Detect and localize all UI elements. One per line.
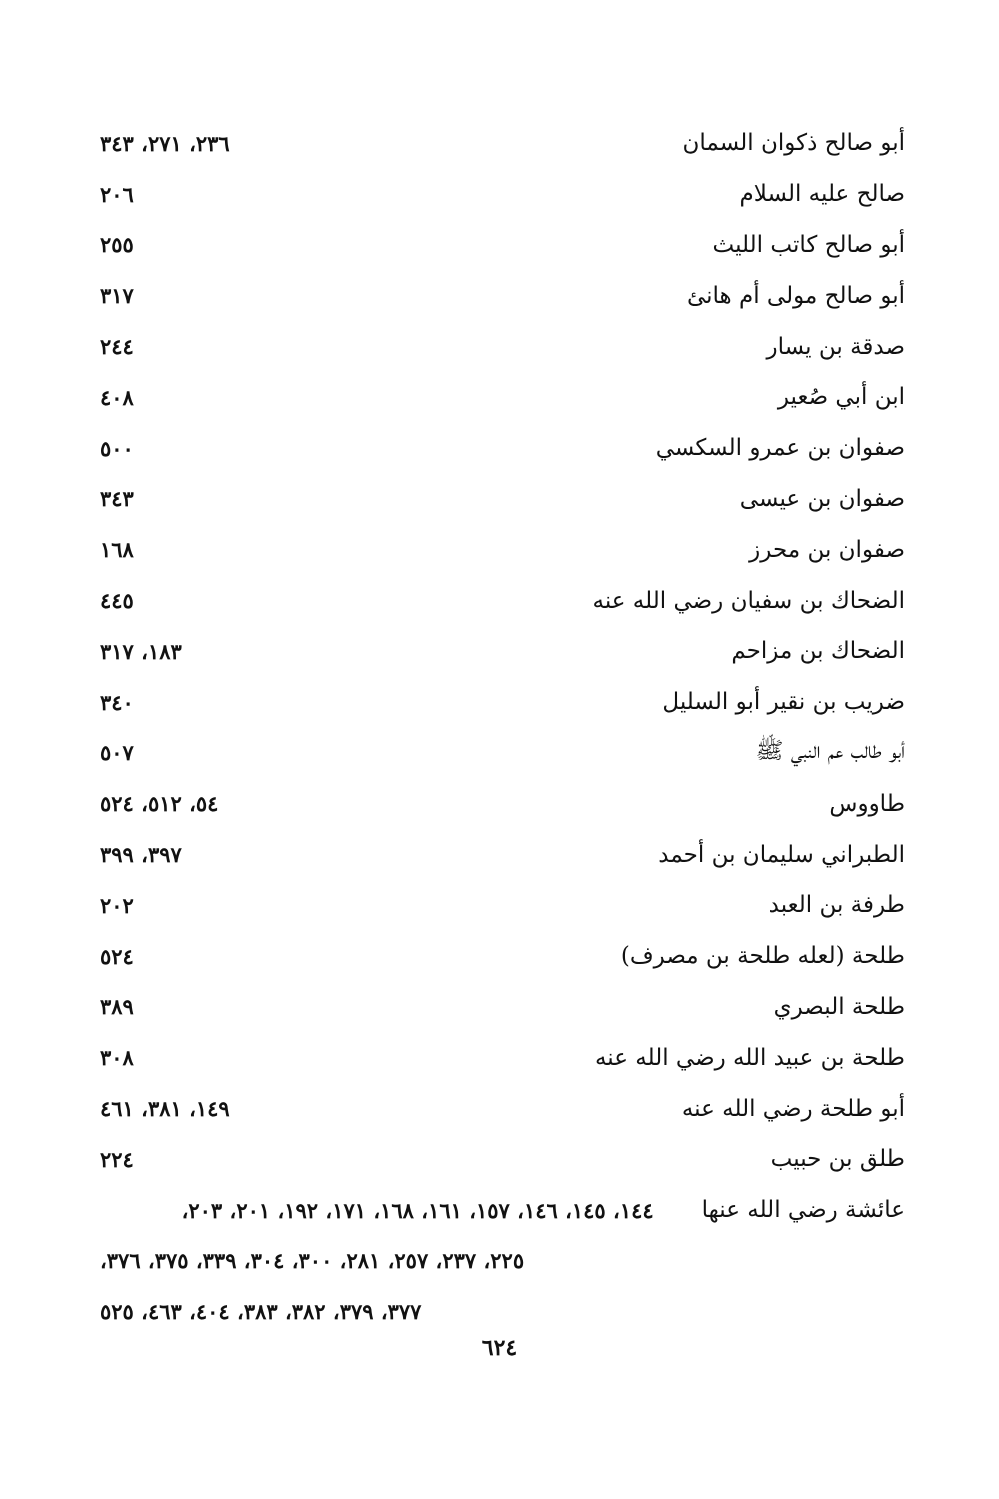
entry-pages: ٣١٧ — [100, 283, 134, 309]
index-entry — [100, 169, 905, 220]
index-entry — [100, 423, 905, 474]
entry-name: أبو صالح مولى أم هانئ — [686, 282, 905, 309]
index-entry — [100, 931, 905, 982]
entry-pages-line-1: ١٤٤، ١٤٥، ١٤٦، ١٥٧، ١٦١، ١٦٨، ١٧١، ١٩٢، ٢٠١، ٢٠٣، — [181, 1197, 654, 1223]
index-entry — [100, 1032, 905, 1083]
entry-name: الطبراني سليمان بن أحمد — [658, 841, 905, 868]
entry-name: أبو صالح ذكوان السمان — [682, 130, 905, 157]
entry-continuation — [100, 1236, 905, 1287]
entry-name: صفوان بن عيسى — [739, 485, 905, 512]
entry-pages: ٢٠٦ — [100, 181, 134, 207]
entry-name: صفوان بن عمرو السكسي — [655, 435, 905, 462]
entry-pages: ٥٠٠ — [100, 435, 134, 461]
entry-name: طلحة البصري — [773, 993, 905, 1020]
index-entry — [100, 270, 905, 321]
entry-name: طلحة بن عبيد الله رضي الله عنه — [594, 1044, 905, 1071]
entry-name: ضريب بن نقير أبو السليل — [662, 689, 905, 716]
entry-pages: ٤٠٨ — [100, 384, 134, 410]
index-entry — [100, 1134, 905, 1185]
entry-name: أبو طالب عم النبي ﷺ — [755, 737, 905, 764]
index-entry — [100, 626, 905, 677]
index-entry — [100, 524, 905, 575]
entry-name: طاووس — [829, 790, 905, 817]
entry-pages: ١٤٩، ٣٨١، ٤٦١ — [100, 1096, 230, 1122]
entry-name: عائشة رضي الله عنها — [701, 1197, 905, 1224]
entry-continuation — [100, 1286, 905, 1337]
index-entry — [100, 118, 905, 169]
entry-pages: ٣٤٣ — [100, 486, 134, 512]
index-entry-aisha — [100, 1185, 905, 1236]
entry-name: الضحاك بن مزاحم — [731, 638, 905, 665]
entry-pages: ٣٨٩ — [100, 994, 134, 1020]
entry-name: صالح عليه السلام — [739, 181, 905, 208]
entry-name: ابن أبي صُعير — [777, 384, 905, 411]
entry-name: الضحاك بن سفيان رضي الله عنه — [592, 587, 905, 614]
entry-pages: ٢٠٢ — [100, 892, 134, 918]
index-entry — [100, 728, 905, 779]
entry-pages: ١٨٣، ٣١٧ — [100, 638, 182, 664]
index-entry — [100, 880, 905, 931]
entry-pages: ٢٥٥ — [100, 232, 134, 258]
entry-name: صدقة بن يسار — [766, 333, 905, 360]
entry-pages: ١٦٨ — [100, 537, 134, 563]
entry-pages: ٥٢٤ — [100, 943, 134, 969]
entry-pages: ٢٣٦، ٢٧١، ٣٤٣ — [100, 130, 230, 156]
entry-pages: ٢٢٤ — [100, 1146, 134, 1172]
entry-name: طلق بن حبيب — [770, 1146, 905, 1173]
entry-pages: ٥٤، ٥١٢، ٥٢٤ — [100, 791, 219, 817]
entry-name: أبو صالح كاتب الليث — [712, 231, 905, 258]
entry-name: صفوان بن محرز — [749, 536, 905, 563]
entry-pages: ٣٠٨ — [100, 1045, 134, 1071]
index-entry — [100, 220, 905, 271]
entry-pages-line-3: ٣٧٧، ٣٧٩، ٣٨٢، ٣٨٣، ٤٠٤، ٤٦٣، ٥٢٥ — [100, 1299, 422, 1325]
index-entry — [100, 321, 905, 372]
index-entry — [100, 372, 905, 423]
index-entry — [100, 982, 905, 1033]
index-entry — [100, 829, 905, 880]
index-entry — [100, 575, 905, 626]
index-entry — [100, 474, 905, 525]
entry-pages: ٣٩٧، ٣٩٩ — [100, 842, 182, 868]
entry-name: طلحة (لعله طلحة بن مصرف) — [620, 943, 905, 970]
entry-pages-line-2: ٢٢٥، ٢٣٧، ٢٥٧، ٢٨١، ٣٠٠، ٣٠٤، ٣٣٩، ٣٧٥، ٣٧٦، — [100, 1248, 525, 1274]
page-number: ٦٢٤ — [481, 1335, 518, 1361]
index-entry — [100, 677, 905, 728]
entry-pages: ٣٤٠ — [100, 689, 134, 715]
entry-pages: ٢٤٤ — [100, 334, 134, 360]
entry-name: أبو طلحة رضي الله عنه — [681, 1095, 905, 1122]
entry-name: طرفة بن العبد — [768, 892, 905, 919]
index-entry — [100, 778, 905, 829]
entry-pages: ٤٤٥ — [100, 588, 134, 614]
index-entry — [100, 1083, 905, 1134]
name-index-list — [100, 118, 905, 1337]
entry-pages: ٥٠٧ — [100, 740, 134, 766]
